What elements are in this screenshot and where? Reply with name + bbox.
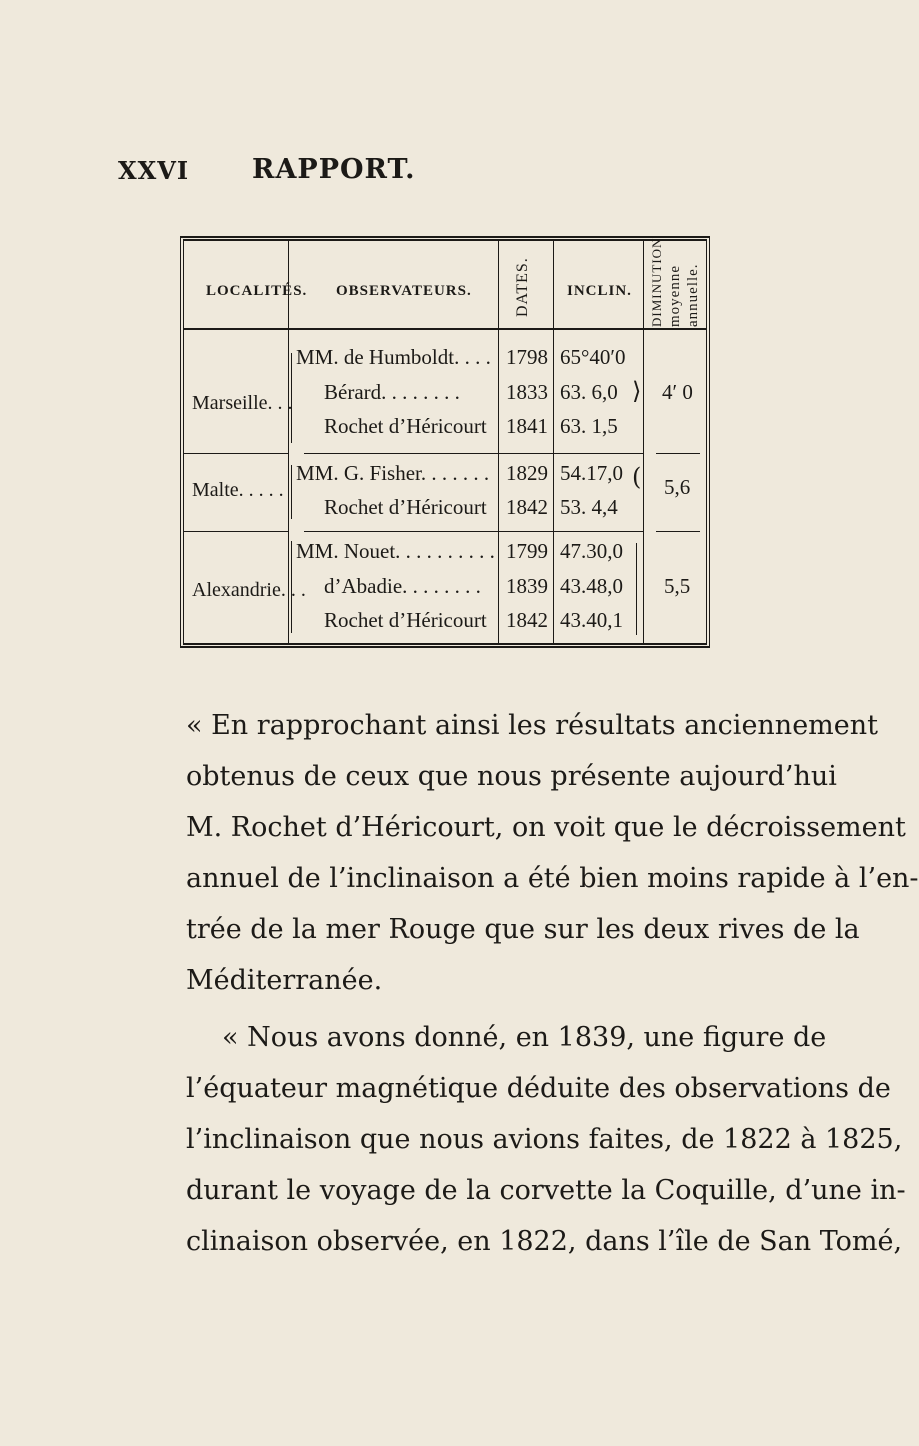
diminution-cell: 5,5: [664, 574, 691, 598]
inclination-cell: 63. 6,0: [560, 380, 618, 404]
header-diminution: DIMINUTION: [649, 237, 664, 327]
inclination-cell: 65°40′0: [560, 345, 626, 369]
text-line: clinaison observée, en 1822, dans l’île de San Tomé,: [186, 1226, 903, 1257]
header-inclin: INCLIN.: [567, 283, 632, 299]
running-title: RAPPORT.: [252, 154, 416, 185]
text-line: Méditerranée.: [186, 965, 383, 996]
inclination-cell: 54.17,0: [560, 461, 623, 485]
text-line: l’équateur magnétique déduite des observations de: [186, 1073, 891, 1104]
page-number: XXVI: [118, 156, 190, 185]
date-cell: 1833: [506, 380, 548, 404]
group-brace-tip: ⟩: [632, 377, 642, 405]
date-cell: 1829: [506, 461, 548, 485]
group-brace-tip: (: [632, 463, 642, 491]
inclination-cell: 63. 1,5: [560, 414, 618, 438]
observer-cell: Rochet d’Héricourt: [324, 608, 487, 632]
date-cell: 1841: [506, 414, 548, 438]
text-line: M. Rochet d’Héricourt, on voit que le décroissement: [186, 812, 906, 843]
observer-cell: Bérard. . . . . . . .: [324, 380, 460, 404]
text-line: durant le voyage de la corvette la Coquille, d’une in-: [186, 1175, 906, 1206]
paragraph-2: [186, 1012, 906, 1267]
header-observateurs: OBSERVATEURS.: [336, 283, 472, 299]
text-line: annuel de l’inclinaison a été bien moins rapide à l’en-: [186, 863, 919, 894]
text-line: « Nous avons donné, en 1839, une figure de: [222, 1022, 827, 1053]
date-cell: 1798: [506, 345, 548, 369]
text-line: l’inclinaison que nous avions faites, de 1822 à 1825,: [186, 1124, 903, 1155]
observer-cell: MM. G. Fisher. . . . . . .: [296, 461, 490, 485]
text-line: « En rapprochant ainsi les résultats anciennement: [186, 710, 878, 741]
paragraph-1: [186, 700, 919, 1006]
date-cell: 1799: [506, 539, 548, 563]
header-diminution-moyenne: moyenne: [667, 265, 683, 327]
inclination-cell: 43.40,1: [560, 608, 623, 632]
text-line: trée de la mer Rouge que sur les deux rives de la: [186, 914, 860, 945]
locality-cell: Marseille. . .: [192, 392, 293, 414]
diminution-cell: 5,6: [664, 475, 691, 499]
date-cell: 1842: [506, 495, 548, 519]
header-localites: LOCALITÉS.: [206, 283, 308, 299]
inclination-cell: 53. 4,4: [560, 495, 618, 519]
inclination-cell: 47.30,0: [560, 539, 623, 563]
locality-cell: Malte. . . . .: [192, 479, 284, 501]
text-line: obtenus de ceux que nous présente aujourd’hui: [186, 761, 837, 792]
date-cell: 1842: [506, 608, 548, 632]
diminution-cell: 4′ 0: [662, 380, 693, 404]
header-diminution-annuelle: annuelle.: [685, 263, 701, 327]
observer-cell: Rochet d’Héricourt: [324, 414, 487, 438]
locality-cell: Alexandrie. . .: [192, 579, 306, 601]
date-cell: 1839: [506, 574, 548, 598]
observer-cell: Rochet d’Héricourt: [324, 495, 487, 519]
inclination-cell: 43.48,0: [560, 574, 623, 598]
observer-cell: MM. de Humboldt. . . .: [296, 345, 491, 369]
header-dates: DATES.: [514, 257, 531, 317]
observer-cell: d’Abadie. . . . . . . .: [324, 574, 481, 598]
observer-cell: MM. Nouet. . . . . . . . . .: [296, 539, 495, 563]
